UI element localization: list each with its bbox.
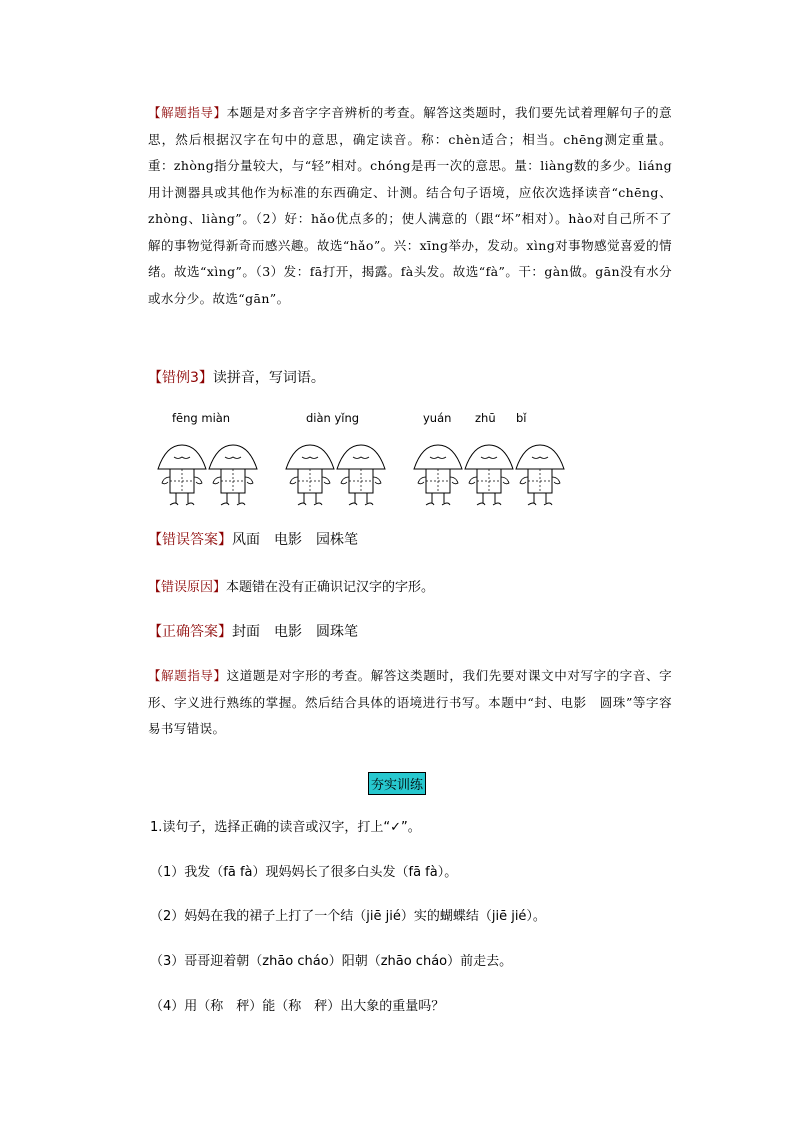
question-item: （3）哥哥迎着朝（zhāo cháo）阳朝（zhāo cháo）前走去。 (150, 954, 513, 969)
character-box-figure (156, 441, 208, 509)
guide-paragraph-2 (148, 663, 672, 743)
character-box-figure (412, 441, 464, 509)
character-box-figure (514, 441, 566, 509)
pinyin-yuan: yuán (423, 411, 452, 425)
question-item: （1）我发（fā fà）现妈妈长了很多白头发（fā fà）。 (150, 865, 458, 880)
correct-answer-text: 封面 电影 圆珠笔 (232, 624, 358, 640)
example-tag: 【错例3】 (148, 370, 213, 386)
correct-answer-line (148, 621, 358, 641)
wrong-answer-line (148, 529, 358, 549)
correct-answer-tag: 【正确答案】 (148, 624, 232, 640)
guide-tag: 【解题指导】 (148, 105, 227, 120)
guide-tag: 【解题指导】 (148, 668, 227, 683)
guide-paragraph-1 (148, 100, 672, 312)
character-box-figure (207, 441, 259, 509)
wrong-answer-tag: 【错误答案】 (148, 532, 232, 548)
section-title: 夯实训练 (368, 772, 426, 795)
guide-text: 本题是对多音字字音辨析的考查。解答这类题时，我们要先试着理解句子的意思，然后根据汉字在句中的意思，确定读音。称：chèn适合；相当。chēng测定重量。重：zhòng指分量较大，与“轻”相对。chóng是再一次的意思。量：liàng数的多少。liáng用计测器具或其他作为标准的东西确定、计测。结合句子语境，应依次选择读音“chēng、zhòng、liàng”。（2）好：hǎo优点多的；使人满意的（跟“坏”相对）。hào对自己所不了解的事物觉得新奇而感兴趣。故选“hǎo”。兴：xīng举办，发动。xìng对事物感觉喜爱的情绪。故选“xìng”。（3）发：fā打开，揭露。fà头发。故选“fà”。干：gàn做。gān没有水分或水分少。故选“gān”。 (148, 105, 672, 306)
pinyin-bi: bǐ (516, 411, 527, 425)
example-instruction: 读拼音，写词语。 (212, 370, 325, 386)
question-1: 1.读句子，选择正确的读音或汉字，打上“✓”。 (150, 820, 421, 835)
pinyin-fengmian: fēng miàn (172, 411, 231, 425)
pinyin-zhu: zhū (475, 411, 496, 425)
character-box-figure (463, 441, 515, 509)
guide-text: 这道题是对字形的考查。解答这类题时，我们先要对课文中对写字的字音、字形、字义进行熟练的掌握。然后结合具体的语境进行书写。本题中“封、电影 圆珠”等字容易书写错误。 (148, 668, 672, 736)
example-3-heading (148, 367, 325, 387)
wrong-answer-text: 风面 电影 园株笔 (232, 532, 358, 548)
question-item: （4）用（称 秤）能（称 秤）出大象的重量吗？ (150, 999, 445, 1014)
wrong-reason-text: 本题错在没有正确识记汉字的字形。 (226, 580, 435, 595)
wrong-reason-line (148, 576, 434, 595)
question-item: （2）妈妈在我的裙子上打了一个结（jiē jié）实的蝴蝶结（jiē jié）。 (150, 909, 546, 924)
character-box-figure (284, 441, 336, 509)
character-box-figure (335, 441, 387, 509)
pinyin-dianying: diàn yǐng (306, 411, 360, 425)
wrong-reason-tag: 【错误原因】 (148, 580, 227, 595)
